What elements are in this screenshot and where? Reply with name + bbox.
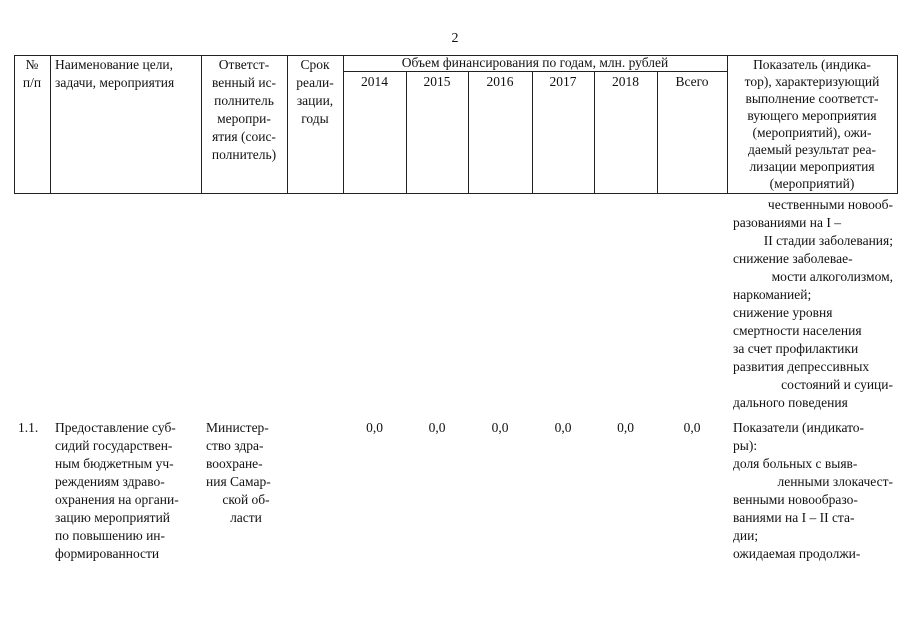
row-indicator: Показатели (индикато- ры): доля больных с выяв- ленными злокачест- венными новообразо- ваниями на I – II ста- дии; ожидаемая продолжи- (733, 420, 893, 561)
value-total: 0,0 (683, 420, 701, 435)
page-number: 2 (451, 31, 459, 46)
row-name: Предоставление суб- сидий государствен- ным бюджетным уч- реждениям здраво- охранения на органи- зацию мероприятий по повышению ин- формированности (55, 420, 179, 561)
header-year-2016: 2016 (486, 74, 514, 89)
header-num: № п/п (22, 57, 42, 90)
header-term: Срок реали- зации, годы (296, 57, 334, 126)
value-2016: 0,0 (491, 420, 509, 435)
value-2015: 0,0 (428, 420, 446, 435)
header-year-2017: 2017 (549, 74, 577, 89)
header-responsible: Ответст- венный ис- полнитель меропри- ятия (соис- полнитель) (211, 57, 277, 162)
continuation-indicator-text: чественными новооб- разованиями на I – II стадии заболевания; снижение заболевае- мости алкоголизмом, наркоманией; снижение уровня смертности населения за счет профилактики развития депрессивных состояний и суици- дального поведения (733, 197, 893, 410)
header-total: Всего (675, 74, 709, 89)
value-2017: 0,0 (554, 420, 572, 435)
value-2018: 0,0 (617, 420, 634, 435)
header-year-2015: 2015 (423, 74, 451, 89)
row-responsible: Министер- ство здра- воохране- ния Самар- ской об- ласти (206, 420, 271, 525)
header-name: Наименование цели, задачи, мероприятия (55, 57, 175, 90)
header-year-2018: 2018 (612, 74, 639, 89)
row-number: 1.1. (18, 420, 39, 435)
value-2014: 0,0 (366, 420, 383, 435)
header-year-2014: 2014 (361, 74, 388, 89)
header-funding-title: Объем финансирования по годам, млн. рублей (401, 55, 669, 70)
header-indicator: Показатель (индика- тор), характеризующий выполнение соответст- вующего мероприятия (мероприятий), ожи- даемый результат реа- лизации мероприятия (мероприятий) (744, 57, 880, 191)
